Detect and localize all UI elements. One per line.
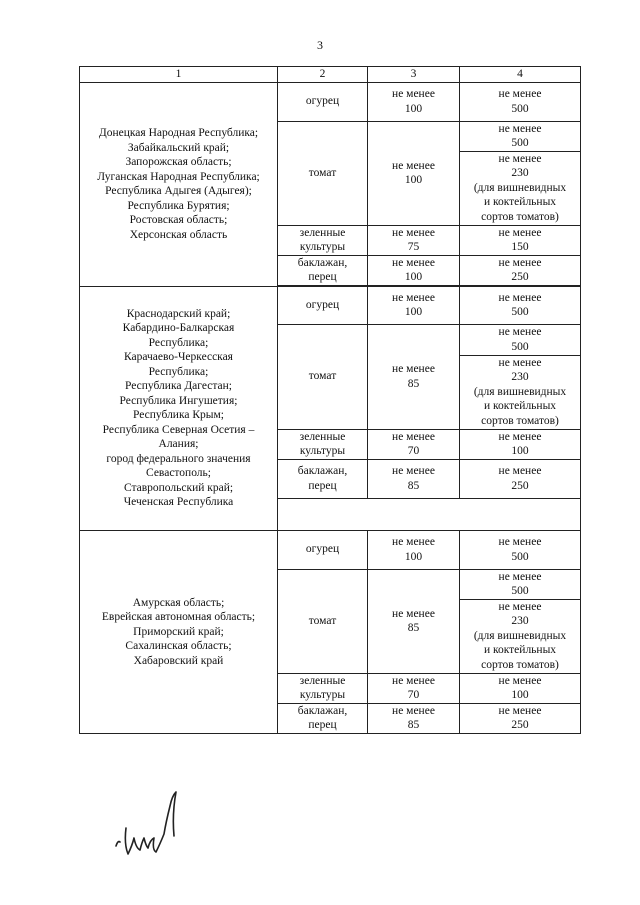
table-row <box>80 286 581 324</box>
yield-norm-cell: не менее 500 <box>460 569 581 599</box>
yield-min-cell: не менее 100 <box>368 286 460 324</box>
yield-min-cell: не менее 100 <box>368 121 460 225</box>
crop-cell: томат <box>278 121 368 225</box>
yield-norm-cell: не менее 500 <box>460 121 581 151</box>
regions-cell: Краснодарский край; Кабардино-Балкарская Республика; Карачаево-Черкесская Республика; Республика Дагестан; Республика Ингушетия; Республика Крым; Республика Северная Осетия – Алания; город федерального значения Севастополь; Ставропольский край; Чеченская Республика <box>80 286 278 530</box>
signature-icon <box>112 788 192 868</box>
column-header: 3 <box>368 67 460 83</box>
crop-cell: баклажан, перец <box>278 459 368 498</box>
table-row <box>80 82 581 121</box>
crop-cell: зеленные культуры <box>278 673 368 703</box>
yield-min-cell: не менее 100 <box>368 530 460 569</box>
yield-norm-cell: не менее 230 (для вишневидных и коктейльных сортов томатов) <box>460 599 581 673</box>
table-row <box>80 530 581 569</box>
crop-cell: томат <box>278 324 368 429</box>
yield-norm-cell: не менее 100 <box>460 429 581 459</box>
yield-norm-cell: не менее 250 <box>460 459 581 498</box>
yield-min-cell: не менее 75 <box>368 225 460 255</box>
yield-min-cell: не менее 100 <box>368 82 460 121</box>
yield-norm-cell: не менее 230 (для вишневидных и коктейльных сортов томатов) <box>460 151 581 225</box>
yield-norm-cell: не менее 250 <box>460 703 581 733</box>
crop-cell: зеленные культуры <box>278 225 368 255</box>
yield-norm-cell: не менее 500 <box>460 324 581 355</box>
table-body <box>80 82 581 734</box>
yield-norm-cell: не менее 150 <box>460 225 581 255</box>
yield-norm-cell: не менее 500 <box>460 82 581 121</box>
yield-min-cell: не менее 85 <box>368 569 460 673</box>
yield-norm-cell: не менее 250 <box>460 255 581 285</box>
yield-min-cell: не менее 100 <box>368 255 460 285</box>
page-number: 3 <box>317 38 323 52</box>
yield-norm-cell: не менее 100 <box>460 673 581 703</box>
regions-cell: Амурская область; Еврейская автономная область; Приморский край; Сахалинская область; Хабаровский край <box>80 530 278 734</box>
column-header: 2 <box>278 67 368 83</box>
crop-cell: зеленные культуры <box>278 429 368 459</box>
norms-table <box>79 66 581 734</box>
crop-cell: баклажан, перец <box>278 255 368 285</box>
header-row <box>80 67 581 83</box>
crop-cell: огурец <box>278 286 368 324</box>
yield-min-cell: не менее 85 <box>368 703 460 733</box>
yield-norm-cell: не менее 500 <box>460 530 581 569</box>
crop-cell: томат <box>278 569 368 673</box>
yield-min-cell: не менее 70 <box>368 673 460 703</box>
spacer-cell <box>278 498 581 530</box>
yield-min-cell: не менее 70 <box>368 429 460 459</box>
spacer-cell <box>278 733 581 734</box>
crop-cell: огурец <box>278 82 368 121</box>
crop-cell: огурец <box>278 530 368 569</box>
yield-norm-cell: не менее 500 <box>460 286 581 324</box>
column-header: 1 <box>80 67 278 83</box>
crop-cell: баклажан, перец <box>278 703 368 733</box>
yield-min-cell: не менее 85 <box>368 459 460 498</box>
yield-norm-cell: не менее 230 (для вишневидных и коктейльных сортов томатов) <box>460 355 581 429</box>
yield-min-cell: не менее 85 <box>368 324 460 429</box>
regions-cell: Донецкая Народная Республика; Забайкальский край; Запорожская область; Луганская Народная Республика; Республика Адыгея (Адыгея); Республика Бурятия; Ростовская область; Херсонская область <box>80 82 278 286</box>
column-header: 4 <box>460 67 581 83</box>
